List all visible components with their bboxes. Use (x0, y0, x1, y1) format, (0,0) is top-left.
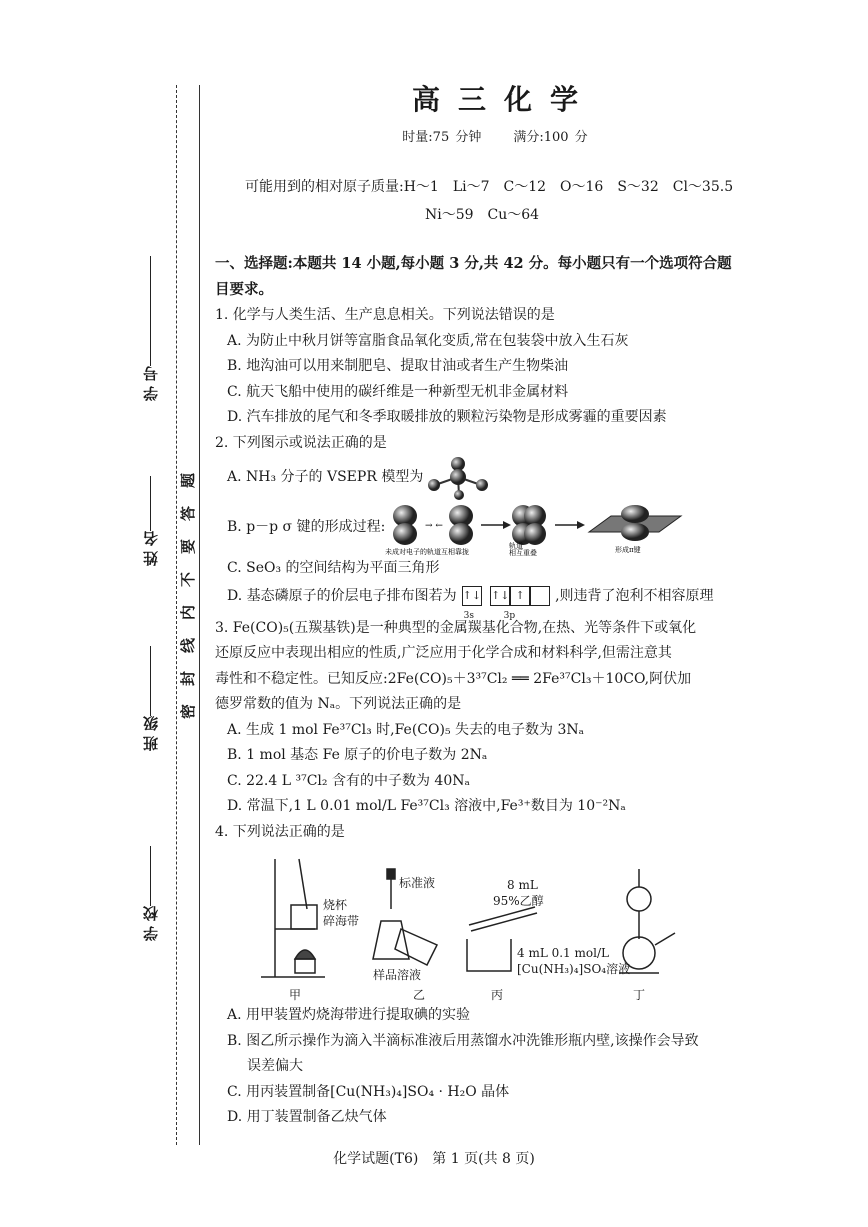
student-id-field[interactable] (140, 250, 161, 401)
option-b[interactable]: B. 图乙所示操作为滴入半滴标准液后用蒸馏水冲洗锥形瓶内壁,该操作会导致 (227, 1032, 699, 1049)
section-line: 一、选择题:本题共 14 小题,每小题 3 分,共 42 分。每小题只有一个选项符合题 (215, 255, 732, 272)
seal-char: 答 (179, 505, 198, 522)
question-stem: 2. 下列图示或说法正确的是 (215, 434, 387, 451)
student-id-blank[interactable] (150, 256, 151, 366)
name-field[interactable] (140, 470, 161, 566)
orbital-3p: ↑ (510, 586, 530, 606)
page-title: 高三化学 (411, 83, 596, 116)
masses-row: 可能用到的相对原子质量:H～1 Li～7 C～12 O～16 S～32 Cl～35.5 (245, 179, 734, 195)
fig-label: 烧杯 (323, 898, 348, 912)
seal-char: 内 (179, 604, 198, 621)
svg-text:形成π键: 形成π键 (615, 546, 641, 554)
option-c[interactable]: C. SeO₃ 的空间结构为平面三角形 (227, 560, 440, 576)
option-text: ,则违背了泡利不相容原理 (555, 587, 714, 604)
option-a[interactable]: A. 用甲装置灼烧海带进行提取碘的实验 (227, 1007, 471, 1023)
question-stem: 1. 化学与人类生活、生产息息相关。下列说法错误的是 (215, 307, 555, 323)
seal-char: 密 (179, 703, 198, 720)
name-blank[interactable] (150, 476, 151, 531)
class-blank[interactable] (150, 646, 151, 716)
option-text: D. 基态磷原子的价层电子排布图若为 (227, 587, 457, 604)
seal-char: 题 (179, 472, 198, 489)
seal-char: 要 (179, 538, 198, 555)
exam-content (215, 78, 775, 1131)
question-stem: 还原反应中表现出相应的性质,广泛应用于化学合成和材料科学,但需注意其 (215, 645, 672, 661)
option-d[interactable]: D. 用丁装置制备乙炔气体 (227, 1109, 387, 1125)
option-d[interactable] (215, 582, 775, 621)
fig-label: 碎海带 (323, 914, 360, 928)
svg-text:相互重叠: 相互重叠 (509, 549, 538, 556)
vsepr-model-figure (423, 455, 493, 501)
option-c[interactable]: C. 用丙装置制备[Cu(NH₃)₄]SO₄ · H₂O 晶体 (227, 1083, 510, 1100)
fig-label: 4 mL 0.1 mol/L (517, 946, 609, 960)
option-b[interactable]: B. 1 mol 基态 Fe 原子的价电子数为 2Nₐ (227, 747, 488, 763)
fig-caption: 丙 (491, 988, 504, 1002)
seal-note (179, 470, 198, 722)
option-b-continued: 误差偏大 (247, 1058, 303, 1074)
orbital-label-3p: 3p (503, 610, 516, 621)
atomic-masses (245, 173, 775, 229)
fig-caption: 丁 (633, 988, 646, 1002)
fig-label: 8 mL (507, 878, 538, 892)
question-3 (215, 616, 775, 820)
option-c[interactable]: C. 航天飞船中使用的碳纤维是一种新型无机非金属材料 (227, 383, 569, 400)
page-footer: 化学试题(T6) 第 1 页(共 8 页) (333, 1151, 535, 1167)
masses-row: Ni～59 Cu～64 (425, 207, 540, 223)
option-b[interactable]: B. 地沟油可以用来制肥皂、提取甘油或者生产生物柴油 (227, 358, 569, 374)
option-text: A. NH₃ 分子的 VSEPR 模型为 (227, 469, 424, 486)
question-4 (215, 820, 775, 1131)
binding-strip (0, 0, 200, 1227)
orbital-3p: ↑↓ (490, 586, 510, 606)
section-line: 目要求。 (215, 281, 273, 298)
school-field[interactable] (140, 840, 161, 941)
question-stem: 4. 下列说法正确的是 (215, 823, 345, 840)
school-blank[interactable] (150, 846, 151, 906)
question-stem: 德罗常数的值为 Nₐ。下列说法正确的是 (215, 696, 462, 712)
option-d[interactable]: D. 常温下,1 L 0.01 mol/L Fe³⁷Cl₃ 溶液中,Fe³⁺数目为 10⁻²Nₐ (227, 798, 626, 814)
class-label: 班 级 (142, 716, 160, 752)
option-text: B. p－p σ 键的形成过程: (227, 519, 386, 536)
fig-label: [Cu(NH₃)₄]SO₄溶液 (517, 962, 631, 976)
option-d[interactable]: D. 汽车排放的尾气和冬季取暖排放的颗粒污染物是形成雾霾的重要因素 (227, 409, 667, 425)
fig-caption: 乙 (413, 988, 426, 1002)
seal-char: 不 (179, 571, 198, 588)
bond-caption: 未成对电子的轨道互相靠拢 (385, 548, 470, 556)
exam-info (215, 126, 775, 145)
svg-text:→ ←: → ← (425, 521, 444, 531)
school-label: 学 校 (142, 906, 160, 942)
student-id-label: 学 号 (142, 366, 160, 402)
orbital-3p (530, 586, 550, 606)
time-limit: 时量:75 分钟 (402, 130, 482, 145)
option-b[interactable] (215, 500, 775, 556)
orbital-3s: ↑↓ (462, 586, 482, 606)
margin-line (199, 85, 200, 1145)
fig-label: 95%乙醇 (493, 894, 544, 908)
svg-text:轨道: 轨道 (509, 542, 524, 550)
p-p-bond-figure (385, 500, 685, 556)
orbital-label-3s: 3s (463, 610, 474, 621)
option-a[interactable] (215, 456, 775, 500)
question-stem: 毒性和不稳定性。已知反应:2Fe(CO)₅＋3³⁷Cl₂ ══ 2Fe³⁷Cl₃＋10CO,阿伏加 (215, 670, 692, 687)
seal-char: 线 (179, 637, 198, 654)
question-stem: 3. Fe(CO)₅(五羰基铁)是一种典型的金属羰基化合物,在热、光等条件下或氧化 (215, 619, 697, 636)
class-field[interactable] (140, 640, 161, 751)
question-1 (215, 303, 775, 431)
option-c[interactable]: C. 22.4 L ³⁷Cl₂ 含有的中子数为 40Nₐ (227, 772, 470, 789)
fig-label: 标准液 (399, 876, 436, 890)
orbital-diagram (460, 584, 552, 621)
option-a[interactable]: A. 生成 1 mol Fe³⁷Cl₃ 时,Fe(CO)₅ 失去的电子数为 3Nₐ (227, 721, 585, 738)
apparatus-figure (255, 849, 735, 1002)
question-2 (215, 431, 775, 621)
fig-label: 样品溶液 (373, 968, 422, 982)
section-heading (215, 251, 775, 303)
option-a[interactable]: A. 为防止中秋月饼等富脂食品氧化变质,常在包装袋中放入生石灰 (227, 332, 629, 349)
fig-caption: 甲 (289, 988, 302, 1002)
name-label: 姓 名 (142, 531, 160, 567)
seal-char: 封 (179, 670, 198, 687)
full-score: 满分:100 分 (513, 130, 588, 145)
